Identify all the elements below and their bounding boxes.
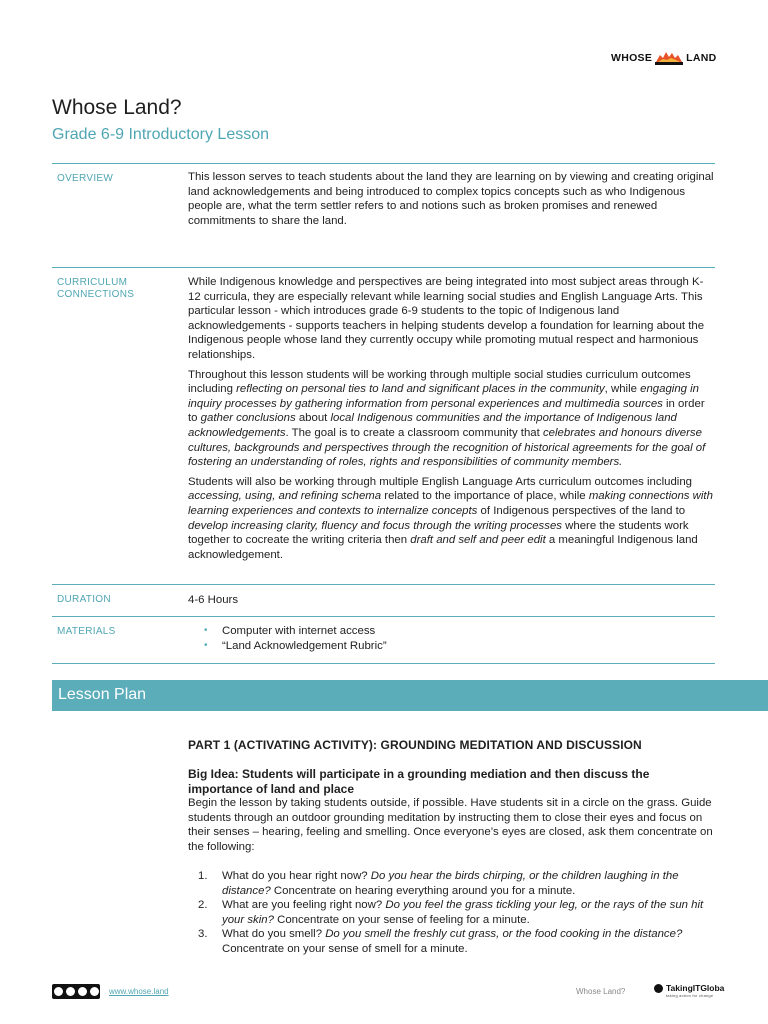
text-run: What do you smell? [222,928,326,941]
text-run: , while [604,383,641,396]
lesson-plan-banner [52,680,768,711]
materials-list [188,624,716,653]
text-run: Concentrate on your sense of feeling for a minute. [273,913,530,926]
whose-land-logo [611,47,717,69]
materials-item: • “Land Acknowledgement Rubric” [188,639,716,654]
outcome-italic: reflecting on personal ties to land and significant places in the community [236,383,605,396]
text-run: Throughout this lesson students will be working through multiple social studies curriculum outcomes including [188,368,691,396]
land-mark-icon [655,50,683,66]
part-title: PART 1 (ACTIVATING ACTIVITY): GROUNDING MEDITATION AND DISCUSSION [188,738,642,752]
outcome-italic: accessing, using, and refining schema [188,490,382,503]
curriculum-label [57,277,134,301]
creative-commons-icon [52,984,100,999]
footer-title: Whose Land? [576,987,626,996]
text-run: What are you feeling right now? [222,899,386,912]
outcome-italic: engaging in inquiry processes by gathering information from personal experiences and multimedia sources [188,383,700,410]
duration-value: 4-6 Hours [188,594,239,606]
lesson-intro: Begin the lesson by taking students outside, if possible. Have students sit in a circle on the grass. Guide students through an outdoor grounding meditation by instructing them to close their eyes and focus on their senses – hearing, feeling and smelling. Once everyone’s eyes are closed, ask them concentrate on the following: [188,797,713,853]
text-run: related to the importance of place, while [381,490,589,503]
brand-name: TakingITGloba [666,983,725,993]
text-run: Concentrate on your sense of smell for a minute. [222,942,468,955]
outcome-italic: celebrates and honours diverse cultures, backgrounds and perspectives through the recognition of historical agreements for the goal of fostering an understanding of roles, rights and responsibilities of community members. [188,426,706,469]
brand-tagline: taking action for change [666,993,714,998]
sa-circle-icon [90,987,99,996]
globe-icon [654,984,663,993]
curriculum-paragraph-3 [188,475,716,563]
text-run: Students will also be working through multiple English Language Arts curriculum outcomes including [188,475,692,488]
step-italic: Do you smell the freshly cut grass, or the food cooking in the distance? [325,928,683,941]
step-number: 3. [198,928,208,941]
curriculum-section [52,267,715,585]
text-run: of Indigenous perspectives of the land to [477,504,686,517]
step-item [188,869,716,898]
curriculum-label-line-1: CURRICULUM [57,277,128,288]
logo-word-land: LAND [686,52,717,64]
curriculum-paragraph-2 [188,368,716,470]
outcome-italic: making connections with learning experiences and contexts to internalize concepts [188,490,713,517]
text-run: where the students work together to cocreate the writing criteria then [188,519,689,547]
lesson-plan-heading: Lesson Plan [58,686,147,703]
logo-word-whose: WHOSE [611,52,653,64]
text-run: Concentrate on hearing everything around you for a minute. [270,884,576,897]
by-circle-icon [66,987,75,996]
text-run: What do you hear right now? [222,870,371,882]
text-run: in order to [188,397,705,425]
meditation-steps [188,869,716,957]
duration-section [52,584,715,617]
step-item [188,898,716,927]
outcome-italic: local Indigenous communities and the importance of Indigenous land acknowledgements [188,412,677,439]
step-italic: Do you feel the grass tickling your leg, or the rays of the sun hit your skin? [222,899,704,926]
materials-label: MATERIALS [57,626,116,637]
step-italic: Do you hear the birds chirping, or the children laughing in the distance? [222,870,679,897]
step-number: 2. [198,899,208,912]
brand-text [666,983,724,998]
overview-paragraph: This lesson serves to teach students about the land they are learning on by viewing and creating original land acknowledgements and being introduced to complex topics concepts such as who Indigenous people are, what the term settler refers to and notions such as broken promises and renewed commitments to share the land. [188,171,714,227]
materials-body [188,624,716,653]
outcome-italic: draft and self and peer edit [410,534,546,547]
takingitglobal-logo [654,983,724,998]
overview-label: OVERVIEW [57,173,114,184]
step-number: 1. [198,870,208,882]
nc-circle-icon [78,987,87,996]
materials-item: • Computer with internet access [188,624,716,639]
page-footer [0,982,768,1002]
text-run: a meaningful Indigenous land acknowledgement. [188,534,698,561]
overview-section [52,163,715,268]
text-run: . The goal is to create a classroom community that [285,426,543,439]
curriculum-paragraph-1: While Indigenous knowledge and perspectives are being integrated into most subject areas through K-12 curricula, they are especially relevant while learning social studies and English Language Arts. This particular lesson - which introduces grade 6-9 students to the topic of Indigenous land acknowledgements - supports teachers in helping students develop a foundation for learning about the Indigenous people whose land they currently occupy while promoting mutual respect and harmonious relationships. [188,276,705,361]
page-title: Whose Land? [52,96,182,119]
curriculum-label-line-2: CONNECTIONS [57,289,135,300]
duration-label: DURATION [57,594,111,605]
materials-section [52,616,715,664]
cc-circle-icon [54,987,63,996]
website-link[interactable]: www.whose.land [109,987,169,996]
outcome-italic: gather conclusions [200,412,296,425]
step-item [188,927,716,956]
text-run: about [295,412,331,425]
curriculum-text [188,275,716,567]
outcome-italic: develop increasing clarity, fluency and focus through the writing processes [188,519,562,532]
overview-text [188,170,716,233]
big-idea: Big Idea: Students will participate in a grounding mediation and then discuss the importance of land and place [188,767,650,796]
page-subtitle: Grade 6-9 Introductory Lesson [52,126,270,143]
